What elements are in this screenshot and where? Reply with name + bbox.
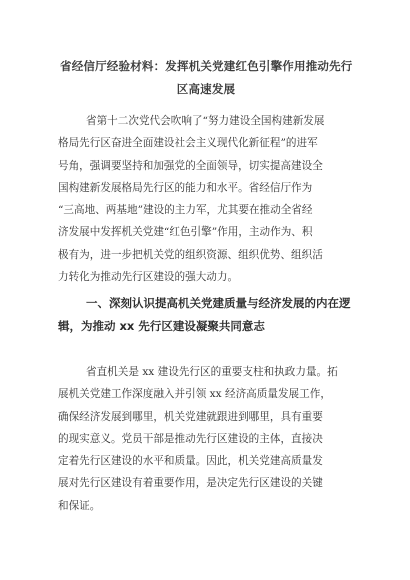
intro-paragraph-line: 济发展中发挥机关党建“红色引擎”作用，主动作为、积 [58, 226, 313, 239]
intro-paragraph-line: 国构建新发展格局先行区的能力和水平。省经信厅作为 [58, 181, 313, 194]
section-1-paragraph-line: 和保证。 [58, 499, 101, 512]
section-1-paragraph-line: 展对先行区建设有着重要作用，是决定先行区建设的关键 [58, 477, 323, 490]
intro-paragraph [58, 110, 358, 288]
section-1-heading-line: 一、深刻认识提高机关党建质量与经济发展的内在逻 [86, 296, 351, 310]
intro-paragraph-line: 极有为，进一步把机关党的组织资源、组织优势、组织活 [58, 248, 323, 261]
section-1-paragraph-line: 定着先行区建设的水平和质量。因此，机关党建高质量发 [58, 455, 323, 468]
section-1-paragraph-line: 展机关党建工作深度融入并引领 xx 经济高质量发展工作， [58, 388, 331, 401]
section-1-paragraph-line: 省直机关是 xx 建设先行区的重要支柱和执政力量。拓 [86, 366, 338, 378]
section-1-paragraph [58, 361, 358, 517]
intro-paragraph-line: 省第十二次党代会吹响了“努力建设全国构建新发展 [86, 115, 325, 127]
section-1-heading [58, 292, 358, 337]
intro-paragraph-line: 力转化为推动先行区建设的强大动力。 [58, 271, 239, 284]
document-title-line-2: 区高速发展 [176, 82, 236, 96]
section-1-paragraph-line: 确保经济发展到哪里，机关党建就跟进到哪里，具有重要 [58, 410, 323, 423]
intro-paragraph-line: 号角，强调要坚持和加强党的全面领导，切实提高建设全 [58, 159, 323, 172]
intro-paragraph-line: 格局先行区奋进全面建设社会主义现代化新征程”的进军 [58, 137, 318, 150]
section-1-heading-line: 辑，为推动 xx 先行区建设凝聚共同意志 [58, 318, 265, 333]
intro-paragraph-line: “三高地、两基地”建设的主力军，尤其要在推动全省经 [58, 204, 313, 217]
document-title-line-1: 省经信厅经验材料：发挥机关党建红色引擎作用推动先行 [60, 59, 353, 73]
section-1-paragraph-line: 的现实意义。党员干部是推动先行区建设的主体，直接决 [58, 432, 323, 445]
